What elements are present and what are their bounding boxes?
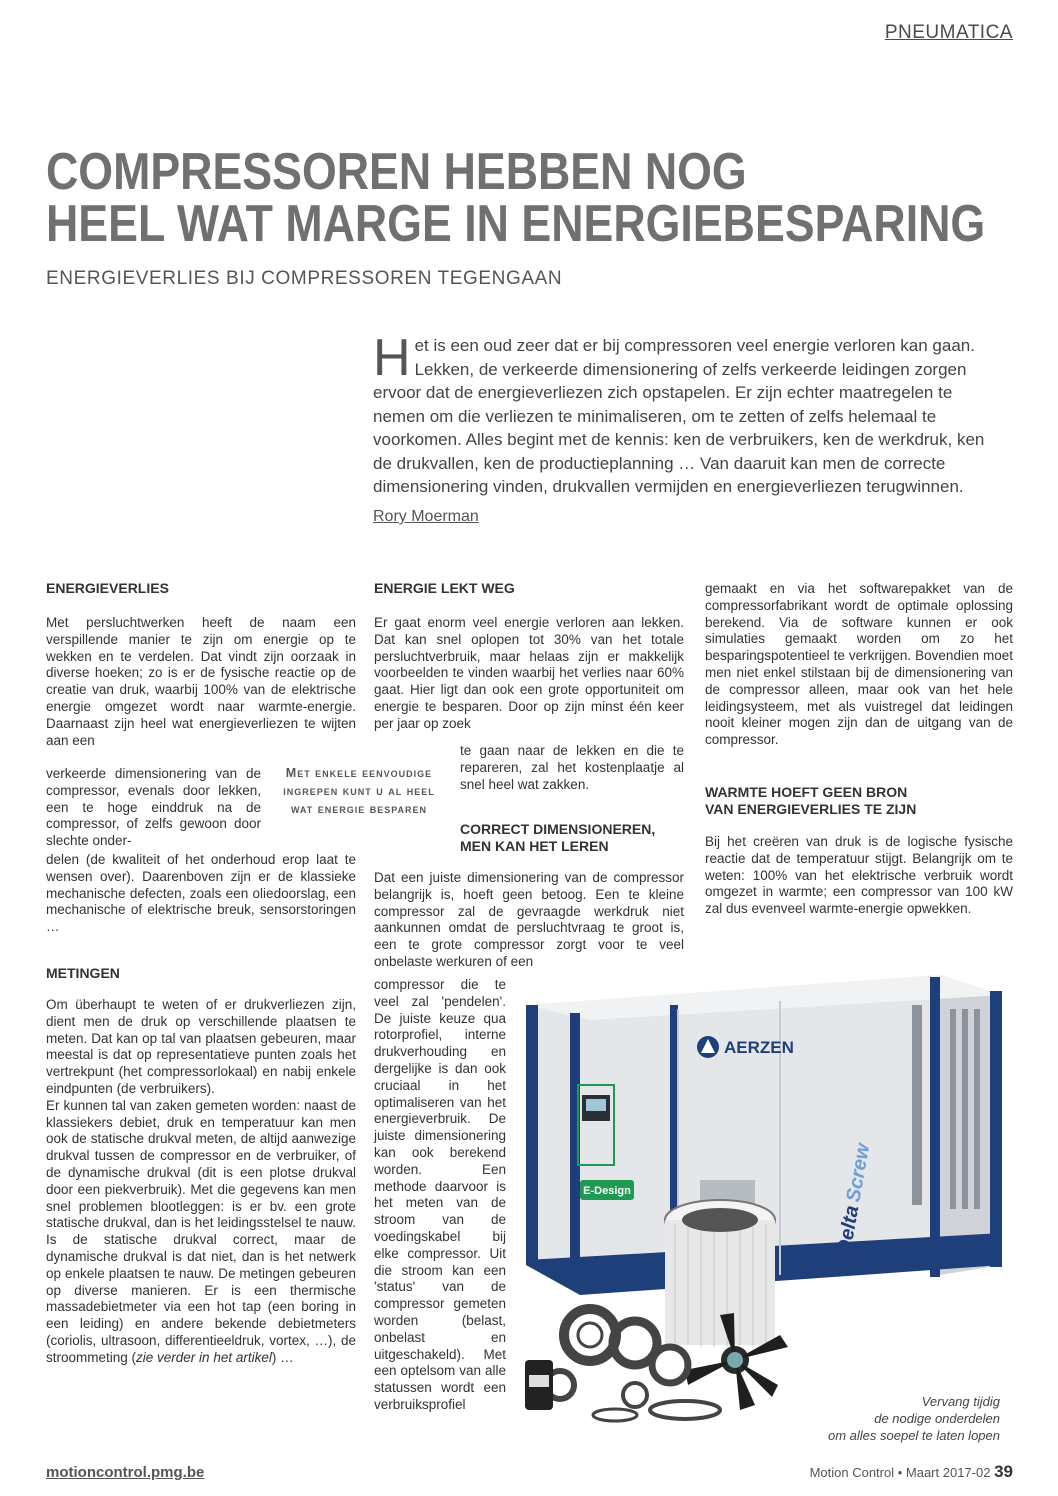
subheadline: ENERGIEVERLIES BIJ COMPRESSOREN TEGENGAAN [46, 268, 563, 289]
paragraph: Met persluchtwerken heeft de naam een verspillende manier te zijn om energie op te wekken en te verdelen. Dat vindt zijn oorzaak in diverse hoeken; zo is er de fysische reactie op de creatie van druk, waarbij 100% van de elektrische energie omgezet wordt naar warmte-energie. Daarnaast zijn heel wat energieverliezen te wijten aan een [46, 615, 356, 748]
body-warmte [705, 834, 1013, 918]
heading-warmte: WARMTE HOEFT GEEN BRON VAN ENERGIEVERLIES TE ZIJN [705, 784, 917, 817]
compressor-photo [520, 965, 1020, 1425]
model-label: DeltaScrew [833, 1141, 875, 1256]
body-energieverlies-c [46, 852, 356, 936]
paragraph: compressor die te veel zal 'pendelen'. De juiste keuze qua rotorprofiel, interne drukverhouding en dergelijke is dan ook cruciaal in het optimaliseren van het energieverbruik. De juiste dimensionering kan ook berekend worden. Een methode daarvoor is het meten van de stroom van de voedingskabel bij elke compressor. Uit die stroom kan een 'status' van de compressor gemeten worden (belast, onbelast en uitgeschakeld). Met een optelsom van alle statussen wordt een verbruiksprofiel [374, 977, 506, 1412]
author-byline: Rory Moerman [373, 508, 479, 525]
heading-energieverlies: ENERGIEVERLIES [46, 580, 169, 596]
paragraph: Om überhaupt te weten of er drukverliezen zijn, dient men de druk op verschillende plaatsen te meten. Dat kan op tal van plaatsen gebeuren, maar meestal is dat op representatieve punten zoals het vertrekpunt (het compressorlokaal) en nabij enkele eindpunten (de verbruikers). [46, 997, 356, 1096]
headline-line-2: HEEL WAT MARGE IN ENERGIEBESPARING [46, 195, 986, 253]
body-energieverlies-b [46, 766, 261, 850]
heading-energie-lekt-weg: ENERGIE LEKT WEG [374, 580, 515, 596]
headline [46, 143, 986, 253]
heading-metingen: METINGEN [46, 965, 120, 981]
pull-quote-line: wat energie besparen [290, 802, 428, 816]
paragraph: Er kunnen tal van zaken gemeten worden: naast de klassiekers debiet, druk en temperatuur kan men ook de statische drukval meten, de altijd aanwezige drukval tussen de compressor en de verbruiker, of de dynamische drukval (dit is een plotse drukval door een piekverbruik). Met die gegevens kan men snel problemen blootleggen: is er bv. een grote statische drukval, dan is het leidingsstelsel te nauw. Is de statische drukval correct, maar de dynamische drukval is dat niet, dan is het netwerk op enkele plaatsen te nauw. De metingen gebeuren op diverse manieren. Er is een thermische massadebietmeter via een hot tap (een boring in een leiding) en andere bekende debietmeters (coriolis, ultrasoon, differentieeldruk, vortex, …), de stroommeting (zie verder in het artikel) … [46, 1097, 356, 1365]
intro-paragraph [373, 329, 985, 499]
headline-line-1: COMPRESSOREN HEBBEN NOG [46, 143, 747, 201]
page-number: 39 [994, 1462, 1013, 1481]
body-dimensioneren-b [374, 977, 506, 1414]
paragraph: delen (de kwaliteit of het onderhoud erop laat te wensen over). Daarenboven zijn er de klassieke mechanische defecten, zoals een oliedoorslag, een mechanische of elektrische breuk, sensorstoringen … [46, 852, 356, 935]
pull-quote-line: Met enkele eenvoudige [285, 766, 433, 780]
issue-info: Motion Control • Maart 2017-02 [809, 1465, 991, 1480]
e-design-label: E-Design [583, 1185, 631, 1197]
paragraph: Bij het creëren van druk is de logische fysische reactie dat de temperatuur stijgt. Belangrijk om te weten: 100% van het elektrische verbruik wordt omgezet in warmte; een compressor van 100 kW zal dus evenveel warmte-energie opwekken. [705, 834, 1013, 917]
paragraph: verkeerde dimensionering van de compressor, evenals door lekken, een te hoge einddruk na de compressor, of zelfs gewoon door slechte onder- [46, 766, 261, 849]
website-link[interactable]: motioncontrol.pmg.be [46, 1464, 205, 1481]
body-energieverlies-a [46, 615, 356, 749]
body-dimensioneren-a [374, 870, 684, 971]
pull-quote [268, 764, 450, 818]
section-tag: PNEUMATICA [884, 22, 1013, 43]
paragraph: te gaan naar de lekken en die te repareren, zal het kostenplaatje al snel heel wat zakken. [460, 743, 684, 792]
body-metingen [46, 997, 356, 1367]
intro-text: et is een oud zeer dat er bij compressoren veel energie verloren kan gaan. Lekken, de verkeerde dimensionering of zelfs verkeerde leidingen zorgen ervoor dat de energieverliezen zich opstapelen. Er zijn echter maatregelen te nemen om die verliezen te minimaliseren, om te zetten of zelfs helemaal te voorkomen. Alles begint met de kennis: ken de verbruikers, ken de werkdruk, ken de drukvallen, ken de productieplanning … Van daaruit kan men de correcte dimensionering vinden, drukvallen vermijden en energieverliezen terugwinnen. [373, 336, 985, 496]
paragraph: Er gaat enorm veel energie verloren aan lekken. Dat kan snel oplopen tot 30% van het totale persluchtverbruik, maar helaas zijn er makkelijk voorbeelden te vinden waarbij het verlies naar 60% gaat. Hier ligt dan ook een grote opportuniteit om energie te besparen. Door op zijn minst één keer per jaar op zoek [374, 615, 684, 731]
page-footer [810, 1462, 1013, 1482]
body-software [705, 581, 1013, 749]
dropcap: H [373, 329, 411, 387]
body-lekken-b [460, 743, 684, 793]
photo-caption: Vervang tijdig de nodige onderdelen om alles soepel te laten lopen [827, 1394, 1000, 1443]
paragraph: gemaakt en via het softwarepakket van de compressorfabrikant wordt de optimale oplossing berekend. Via de software kunnen er ook simulaties gemaakt worden om zo het besparingspotentieel te verkrijgen. Bovendien moet men niet enkel stilstaan bij de dimensionering van de compressor alleen, maar ook van het hele leidingsysteem, met als vuistregel dat leidingen nooit kleiner mogen zijn dan de uitgang van de compressor. [705, 581, 1013, 748]
brand-logo: AERZEN [724, 1038, 794, 1057]
heading-correct-dimensioneren: CORRECT DIMENSIONEREN, MEN KAN HET LEREN [460, 821, 656, 854]
body-lekken-a [374, 615, 684, 733]
pull-quote-line: ingrepen kunt u al heel [283, 784, 435, 798]
paragraph: Dat een juiste dimensionering van de compressor belangrijk is, hoeft geen betoog. Een te kleine compressor zal de gevraagde werkdruk niet aankunnen omdat de persluchtvraag te groot is, een te grote compressor zorgt voor te veel onbelaste werkuren of een [374, 870, 684, 969]
italic-reference: zie verder in het artikel [136, 1349, 272, 1365]
